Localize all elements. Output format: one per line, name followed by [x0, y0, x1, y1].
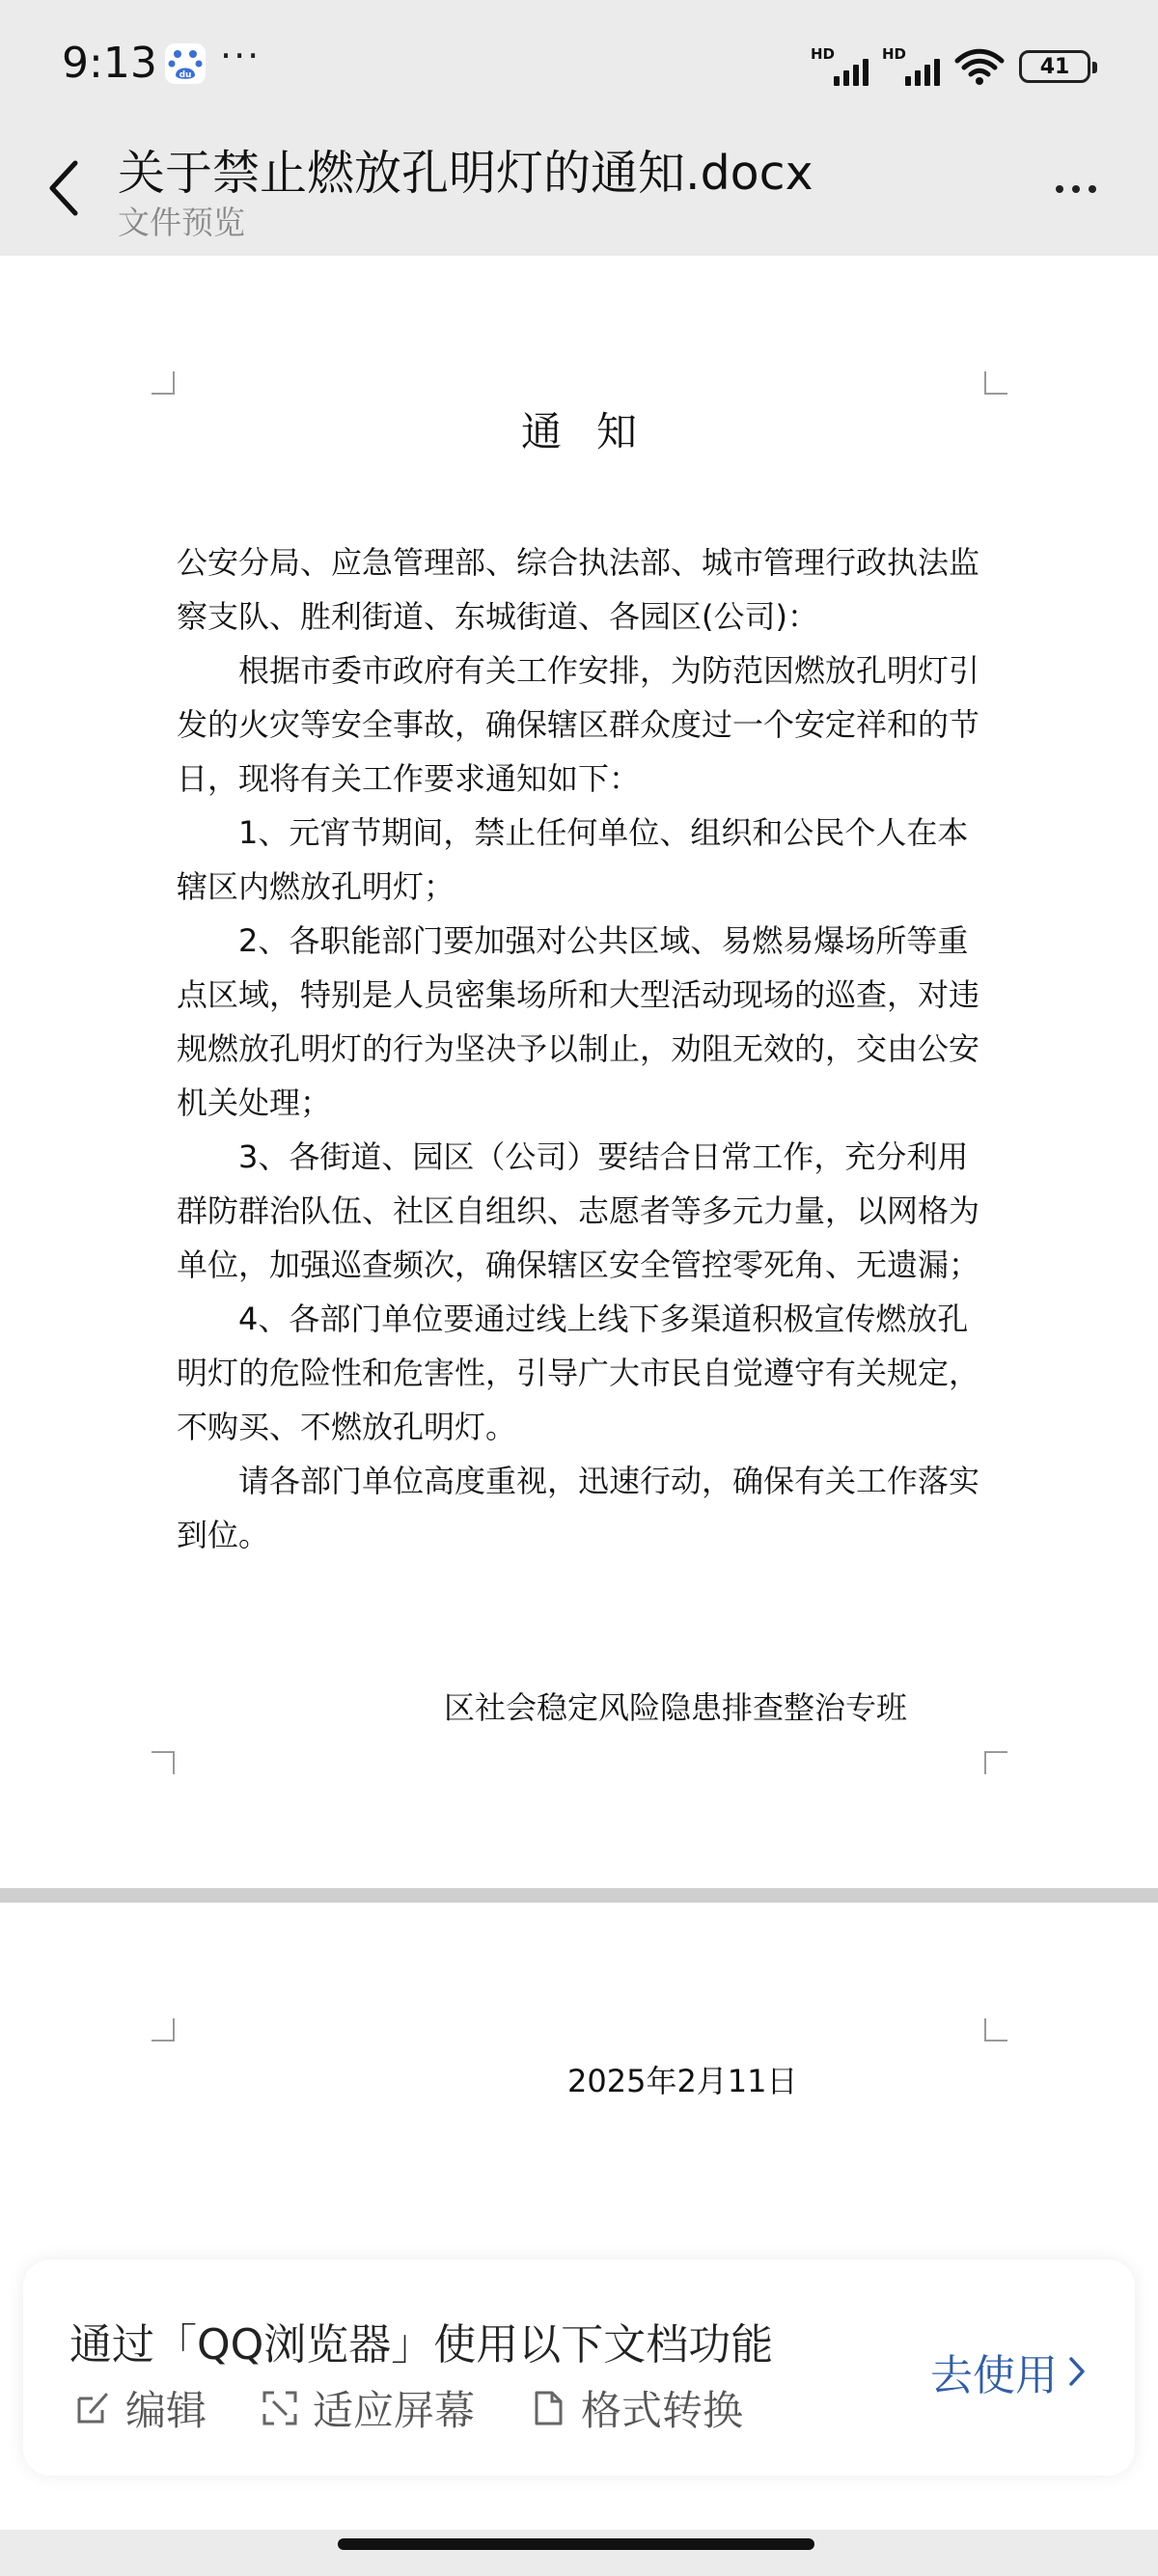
edit-icon [73, 2389, 112, 2427]
document-signature: 区社会稳定风险隐患排查整治专班 [444, 1689, 908, 1726]
use-now-label: 去使用 [930, 2351, 1058, 2400]
document-paragraph: 根据市委市政府有关工作安排，为防范因燃放孔明灯引发的火灾等安全事故，确保辖区群众度过一个安定祥和的节日，现将有关工作要求通知如下： [177, 652, 980, 797]
home-indicator[interactable] [338, 2538, 814, 2550]
document-paragraph: 请各部门单位高度重视，迅速行动，确保有关工作落实到位。 [177, 1463, 980, 1553]
document-date: 2025年2月11日 [567, 2063, 798, 2099]
document-paragraph: 3、各街道、园区（公司）要结合日常工作，充分利用群防群治队伍、社区自组织、志愿者等多元力量，以网格为单位，加强巡查频次，确保辖区安全管控零死角、无遗漏； [177, 1138, 980, 1283]
edit-action-button[interactable] [73, 2379, 207, 2437]
document-page-1[interactable] [0, 256, 1158, 1888]
document-paragraph: 4、各部门单位要通过线上线下多渠道积极宣传燃放孔明灯的危险性和危害性，引导广大市民自觉遵守有关规定，不购买、不燃放孔明灯。 [177, 1301, 980, 1445]
status-time: 9:13 [62, 39, 157, 88]
crop-mark [152, 2018, 175, 2042]
status-more-indicator: ··· [220, 35, 262, 77]
signal-hd-2-icon [882, 45, 940, 88]
document-subtitle: 文件预览 [118, 204, 245, 241]
notice-heading: 通知 [520, 408, 672, 455]
crop-mark [984, 1751, 1007, 1774]
status-right-group [811, 42, 1090, 91]
signal-hd-1-icon [811, 45, 868, 88]
document-paragraph: 公安分局、应急管理部、综合执法部、城市管理行政执法监察支队、胜利街道、东城街道、各园区(公司)： [177, 544, 980, 635]
crop-mark [984, 371, 1007, 395]
promo-actions [73, 2379, 743, 2437]
page-separator [0, 1888, 1158, 1903]
crop-mark [152, 371, 175, 395]
more-horizontal-icon [1056, 185, 1063, 193]
document-paragraph: 1、元宵节期间，禁止任何单位、组织和公民个人在本辖区内燃放孔明灯； [177, 814, 969, 905]
back-button[interactable] [35, 150, 93, 227]
signal-hd-label: HD [882, 45, 907, 63]
format-convert-action-button[interactable] [529, 2379, 743, 2437]
crop-mark [152, 1751, 175, 1774]
document-body [177, 535, 983, 1562]
qq-browser-promo-card [23, 2260, 1135, 2476]
document-paragraph: 2、各职能部门要加强对公共区域、易燃易爆场所等重点区域，特别是人员密集场所和大型活动现场的巡查，对违规燃放孔明灯的行为坚决予以制止，劝阻无效的，交由公安机关处理； [177, 922, 980, 1121]
format-convert-action-label: 格式转换 [581, 2387, 744, 2434]
crop-mark [984, 2018, 1007, 2042]
use-now-button[interactable] [930, 2341, 1087, 2402]
more-horizontal-icon [1072, 185, 1080, 193]
fit-screen-action-label: 适应屏幕 [313, 2387, 476, 2434]
promo-title: 通过「QQ浏览器」使用以下文档功能 [69, 2320, 774, 2370]
edit-action-label: 编辑 [125, 2387, 207, 2434]
fit-screen-icon [261, 2389, 299, 2427]
more-horizontal-icon [1089, 185, 1096, 193]
signal-hd-label: HD [811, 45, 836, 63]
title-bar [0, 130, 1158, 256]
fit-screen-action-button[interactable] [261, 2379, 475, 2437]
file-icon [529, 2389, 567, 2427]
chevron-right-icon [1067, 2355, 1087, 2388]
document-title: 关于禁止燃放孔明灯的通知.docx [118, 146, 813, 201]
more-options-button[interactable] [1033, 155, 1119, 223]
status-bar [0, 0, 1158, 130]
chevron-left-icon [46, 159, 81, 217]
battery-indicator: 41 [1019, 50, 1090, 83]
baidu-paw-icon [164, 42, 207, 85]
svg-text:du: du [179, 70, 192, 80]
wifi-icon [953, 47, 1006, 86]
